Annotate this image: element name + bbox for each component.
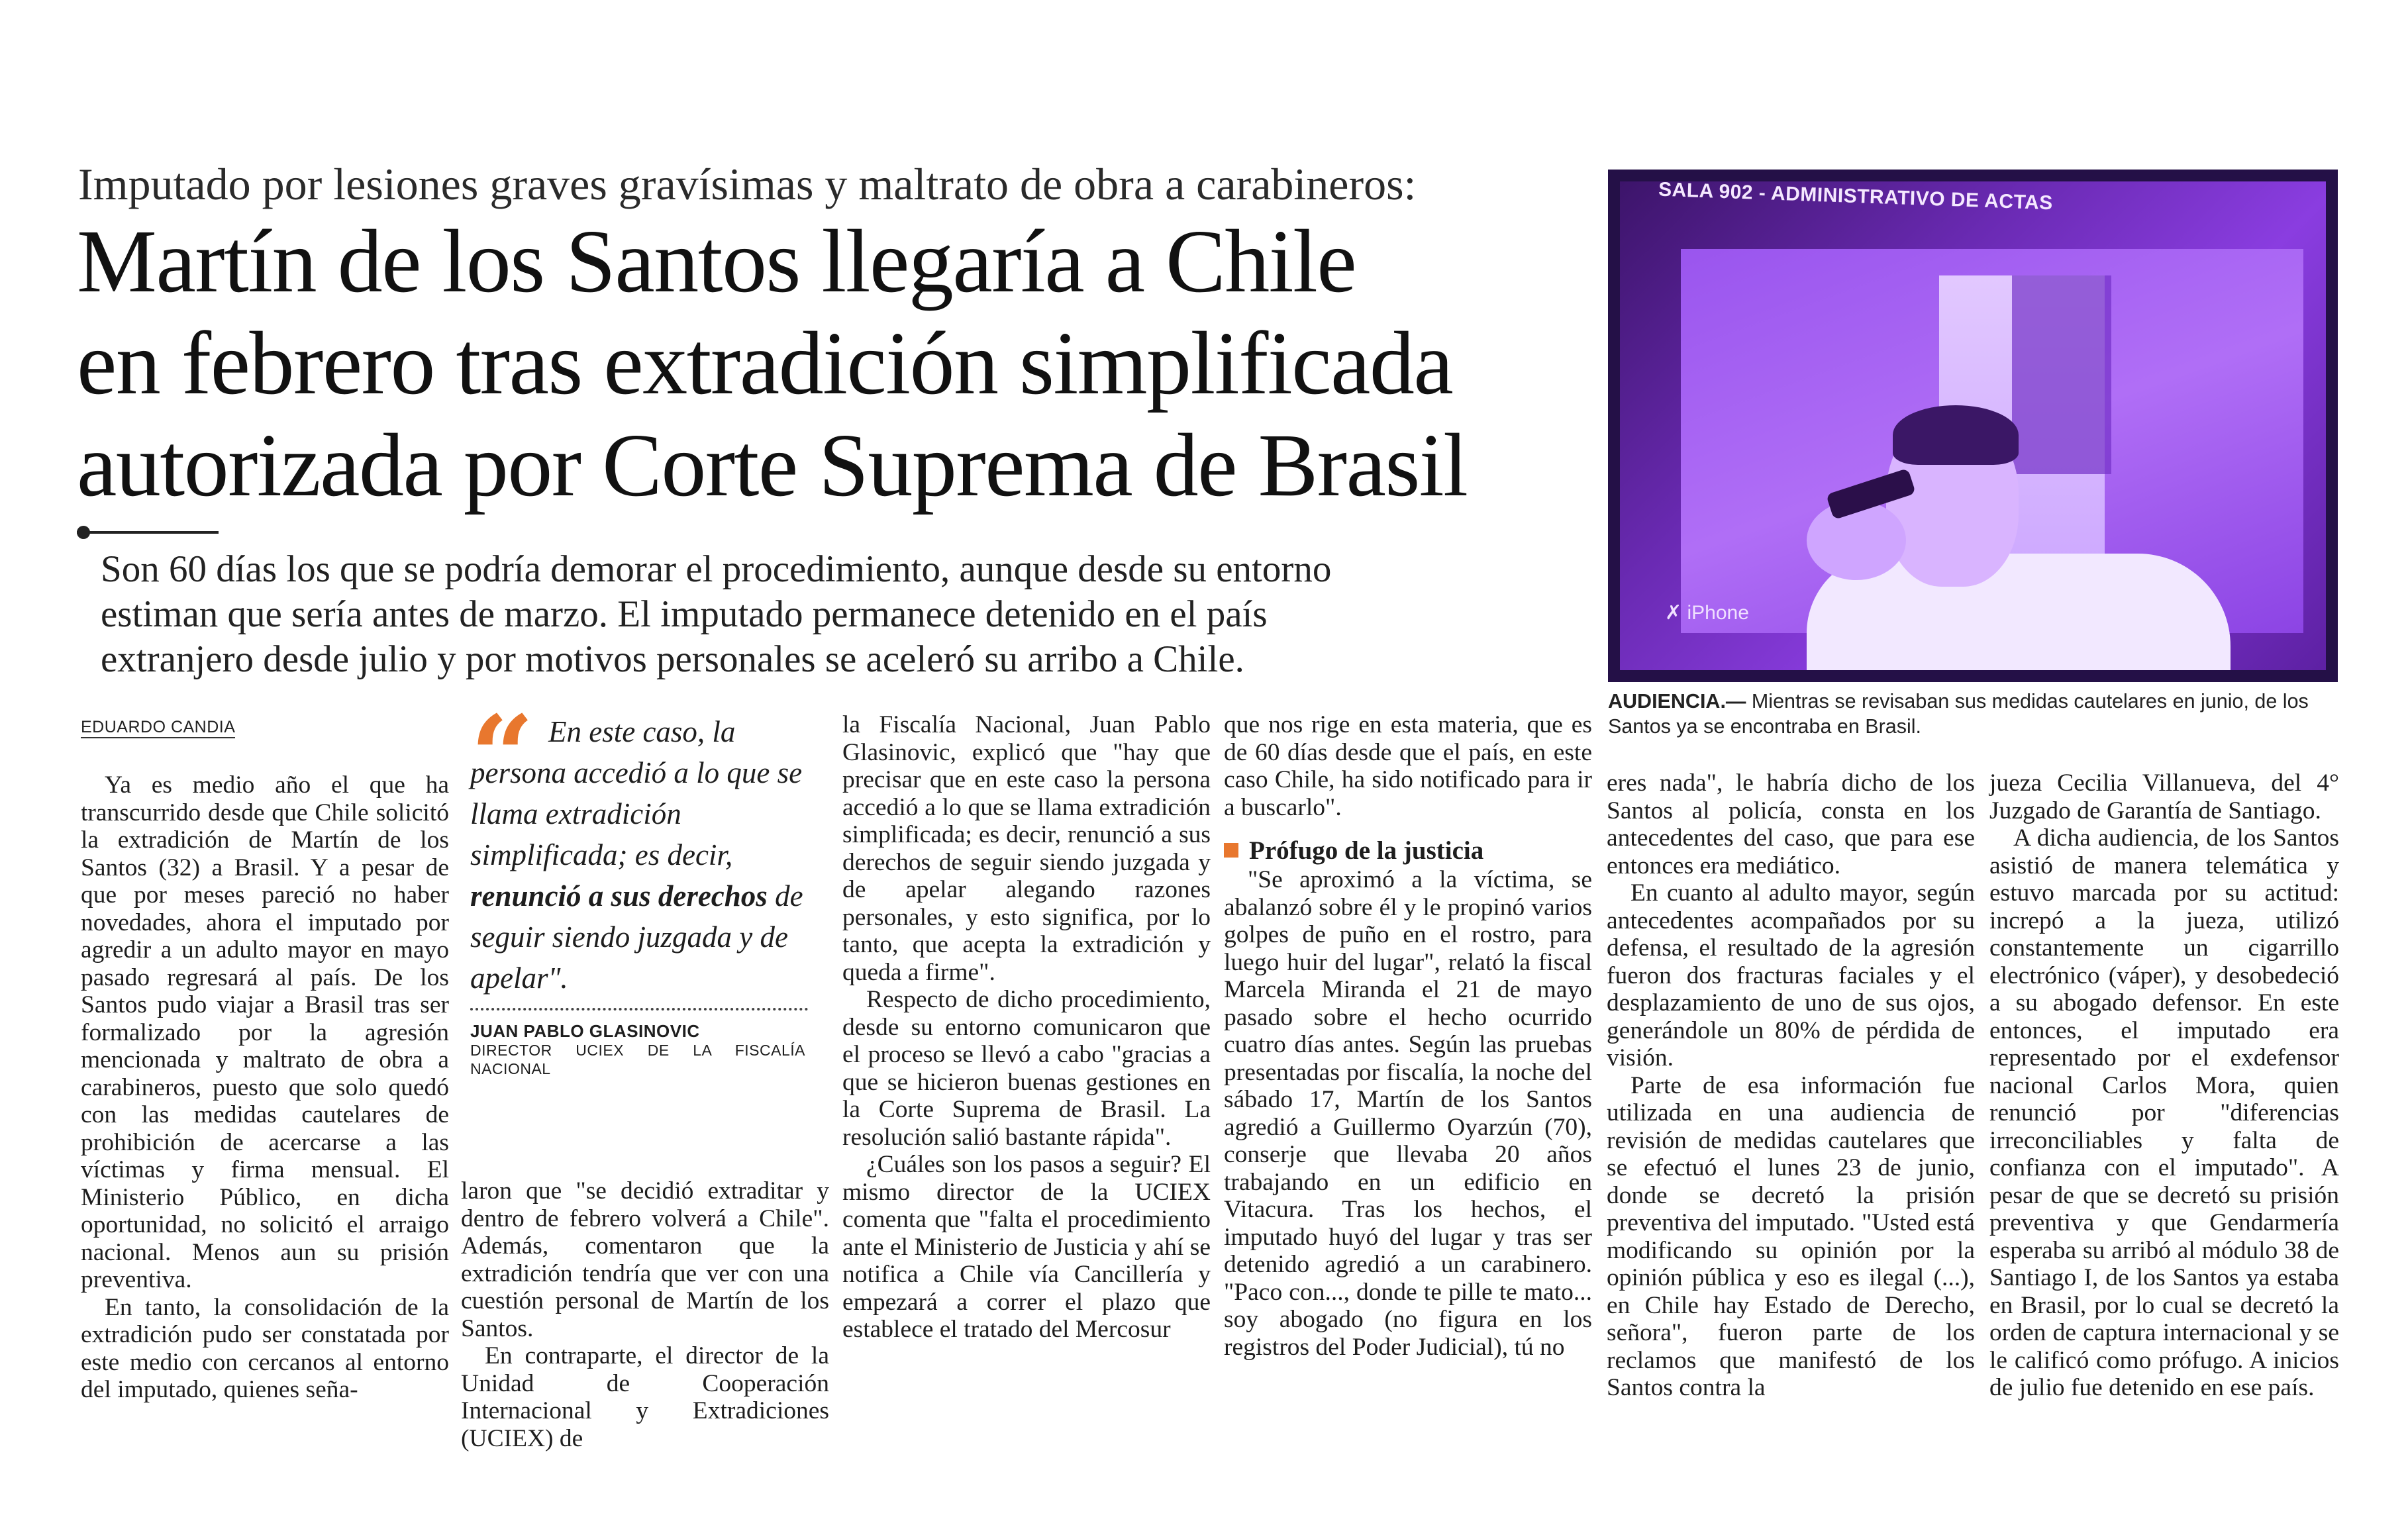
lead-line: extranjero desde julio y por motivos personales se aceleró su arribo a Chile. bbox=[101, 638, 1244, 680]
pull-quote bbox=[461, 691, 805, 1078]
body-paragraph: "Se aproximó a la víctima, se abalanzó sobre él y le propinó varios golpes de puño en el rostro, para luego huir del lugar", relató la fiscal Marcela Miranda el 21 de mayo pasado sobre el hecho ocurrido cuatro días antes. Según las pruebas presentadas por fiscalía, la noche del sábado 17, Martín de los Santos agredió a Guillermo Oyarzún (70), conserje que llevaba 20 años trabajando en un edificio en Vitacura. Tras los hechos, el imputado huyó del lugar y tras ser detenido agredió a un carabinero. "Paco con..., donde te pille te mato... soy abogado (no figura en los registros del Poder Judicial), tú no bbox=[1224, 866, 1592, 1361]
body-column-6 bbox=[1989, 769, 2339, 1402]
quote-divider bbox=[470, 1008, 808, 1010]
headline-line: en febrero tras extradición simplificada bbox=[77, 314, 1453, 413]
photo-device-label bbox=[1665, 601, 1749, 624]
body-column-5 bbox=[1607, 769, 1975, 1402]
body-paragraph: En contraparte, el director de la Unidad de Cooperación Internacional y Extradiciones (UCIEX) de bbox=[461, 1342, 829, 1452]
body-paragraph: laron que "se decidió extraditar y dentro de febrero volverá a Chile". Además, comentaron que la extradición tendría que ver con una cuestión personal de Martín de los Santos. bbox=[461, 1177, 829, 1342]
body-column-1 bbox=[81, 711, 449, 1404]
quote-part: En este caso, la persona accedió a lo que se llama extradición simplificada; es decir, bbox=[470, 715, 803, 871]
mic-muted-icon: ✗ bbox=[1665, 602, 1682, 624]
body-paragraph: que nos rige en esta materia, que es de 60 días desde que el país, en este caso Chile, ha sido notificado para ir a buscarlo". bbox=[1224, 711, 1592, 821]
article-lead bbox=[101, 547, 1531, 682]
body-paragraph: Ya es medio año el que ha transcurrido desde que Chile solicitó la extradición de Martín de los Santos (32) a Brasil. Y a pesar de que por meses pareció no haber novedades, ahora el imputado por agredir a un adulto mayor en mayo pasado regresará al país. De los Santos pudo viajar a Brasil tras ser formalizado por la agresión mencionada y maltrato de obra a carabineros, puesto que solo quedó con las medidas cautelares de prohibición de acercarse a las víctimas y firma mensual. El Ministerio Público, en dicha oportunidad, no solicitó el arraigo nacional. Menos aun su prisión preventiva. bbox=[81, 771, 449, 1293]
device-label-text: iPhone bbox=[1687, 602, 1749, 624]
headline-line: autorizada por Corte Suprema de Brasil bbox=[77, 416, 1468, 515]
body-column-3 bbox=[842, 711, 1211, 1344]
body-paragraph: Parte de esa información fue utilizada en una audiencia de revisión de medidas cautelares que se efectuó el lunes 23 de junio, donde se decretó la prisión preventiva del imputado. "Usted está modificando su opinión por la opinión pública y eso es ilegal (...), en Chile hay Estado de Derecho, señora", fueron parte de los reclamos que manifestó de los Santos contra la bbox=[1607, 1071, 1975, 1401]
quote-bold: renunció a sus derechos bbox=[470, 879, 768, 912]
article-kicker: Imputado por lesiones graves gravísimas y maltrato de obra a carabineros: bbox=[78, 159, 1417, 209]
subhead-text: Prófugo de la justicia bbox=[1249, 836, 1484, 865]
body-paragraph: eres nada", le habría dicho de los Santos al policía, consta en los antecedentes del caso, que para ese entonces era mediático. bbox=[1607, 769, 1975, 879]
body-paragraph: A dicha audiencia, de los Santos asistió de manera telemática y estuvo marcada por su actitud: increpó a la jueza, utilizó constantemente un cigarrillo electrónico (váper), y desobedeció a su abogado defensor. En este entonces, el imputado era representado por el exdefensor nacional Carlos Mora, quien renunció por "diferencias irreconciliables y falta de confianza con el imputado". A pesar de que se decretó su prisión preventiva y que Gendarmería esperaba su arribó al módulo 38 de Santiago I, de los Santos ya estaba en Brasil, por lo cual se decretó la orden de captura internacional y se le calificó como prófugo. A inicios de julio fue detenido en ese país. bbox=[1989, 824, 2339, 1401]
article-photo bbox=[1608, 170, 2338, 682]
body-paragraph: ¿Cuáles son los pasos a seguir? El mismo director de la UCIEX comenta que "falta el procedimiento ante el Ministerio de Justicia y ahí se notifica a Chile vía Cancillería y empezará a correr el plazo que establece el tratado del Mercosur bbox=[842, 1151, 1211, 1343]
caption-text: Mientras se revisaban sus medidas cautelares en junio, de los Santos ya se encontraba en Brasil. bbox=[1608, 690, 2309, 738]
quote-mark-icon: “ bbox=[470, 691, 534, 822]
body-paragraph: En tanto, la consolidación de la extradición pudo ser constatada por este medio con cercanos al entorno del imputado, quienes seña- bbox=[81, 1293, 449, 1403]
quote-attribution-name: JUAN PABLO GLASINOVIC bbox=[470, 1021, 700, 1041]
body-paragraph: la Fiscalía Nacional, Juan Pablo Glasinovic, explicó que "hay que precisar que en este caso la persona accedió a lo que se llama extradición simplificada; es decir, renunció a sus derechos de seguir siendo juzgada y de apelar alegando razones personales, y esto significa, por lo tanto, que acepta la extradición y queda a firme". bbox=[842, 711, 1211, 986]
body-column-2 bbox=[461, 691, 829, 1452]
body-column-4 bbox=[1224, 711, 1592, 1361]
body-paragraph: Respecto de dicho procedimiento, desde su entorno comunicaron que el proceso se llevó a cabo "gracias a que se hicieron buenas gestiones en la Corte Suprema de Brasil. La resolución salió bastante rápida". bbox=[842, 986, 1211, 1151]
quote-part: de seguir siendo juzgada y de apelar". bbox=[470, 879, 803, 995]
lead-line: Son 60 días los que se podría demorar el procedimiento, aunque desde su entorno bbox=[101, 548, 1332, 590]
subhead-square-icon bbox=[1224, 843, 1238, 858]
article-headline bbox=[77, 211, 1467, 517]
lead-line: estiman que sería antes de marzo. El imputado permanece detenido en el país bbox=[101, 593, 1268, 635]
headline-line: Martín de los Santos llegaría a Chile bbox=[77, 212, 1356, 311]
body-paragraph: En cuanto al adulto mayor, según antecedentes acompañados por su defensa, el resultado de la agresión fueron dos fracturas faciales y el desplazamiento de uno de sus ojos, generándole un 80% de pérdida de visión. bbox=[1607, 879, 1975, 1071]
lead-divider bbox=[77, 531, 219, 534]
body-paragraph: jueza Cecilia Villanueva, del 4° Juzgado de Garantía de Santiago. bbox=[1989, 769, 2339, 824]
section-subhead bbox=[1224, 836, 1592, 866]
quote-attribution-role: DIRECTOR UCIEX DE LA FISCALÍA NACIONAL bbox=[470, 1042, 805, 1077]
byline: EDUARDO CANDIA bbox=[81, 717, 235, 738]
photo-caption bbox=[1608, 689, 2339, 739]
caption-label: AUDIENCIA.— bbox=[1608, 690, 1746, 713]
photo-screen-label: SALA 902 - ADMINISTRATIVO DE ACTAS bbox=[1658, 178, 2054, 215]
